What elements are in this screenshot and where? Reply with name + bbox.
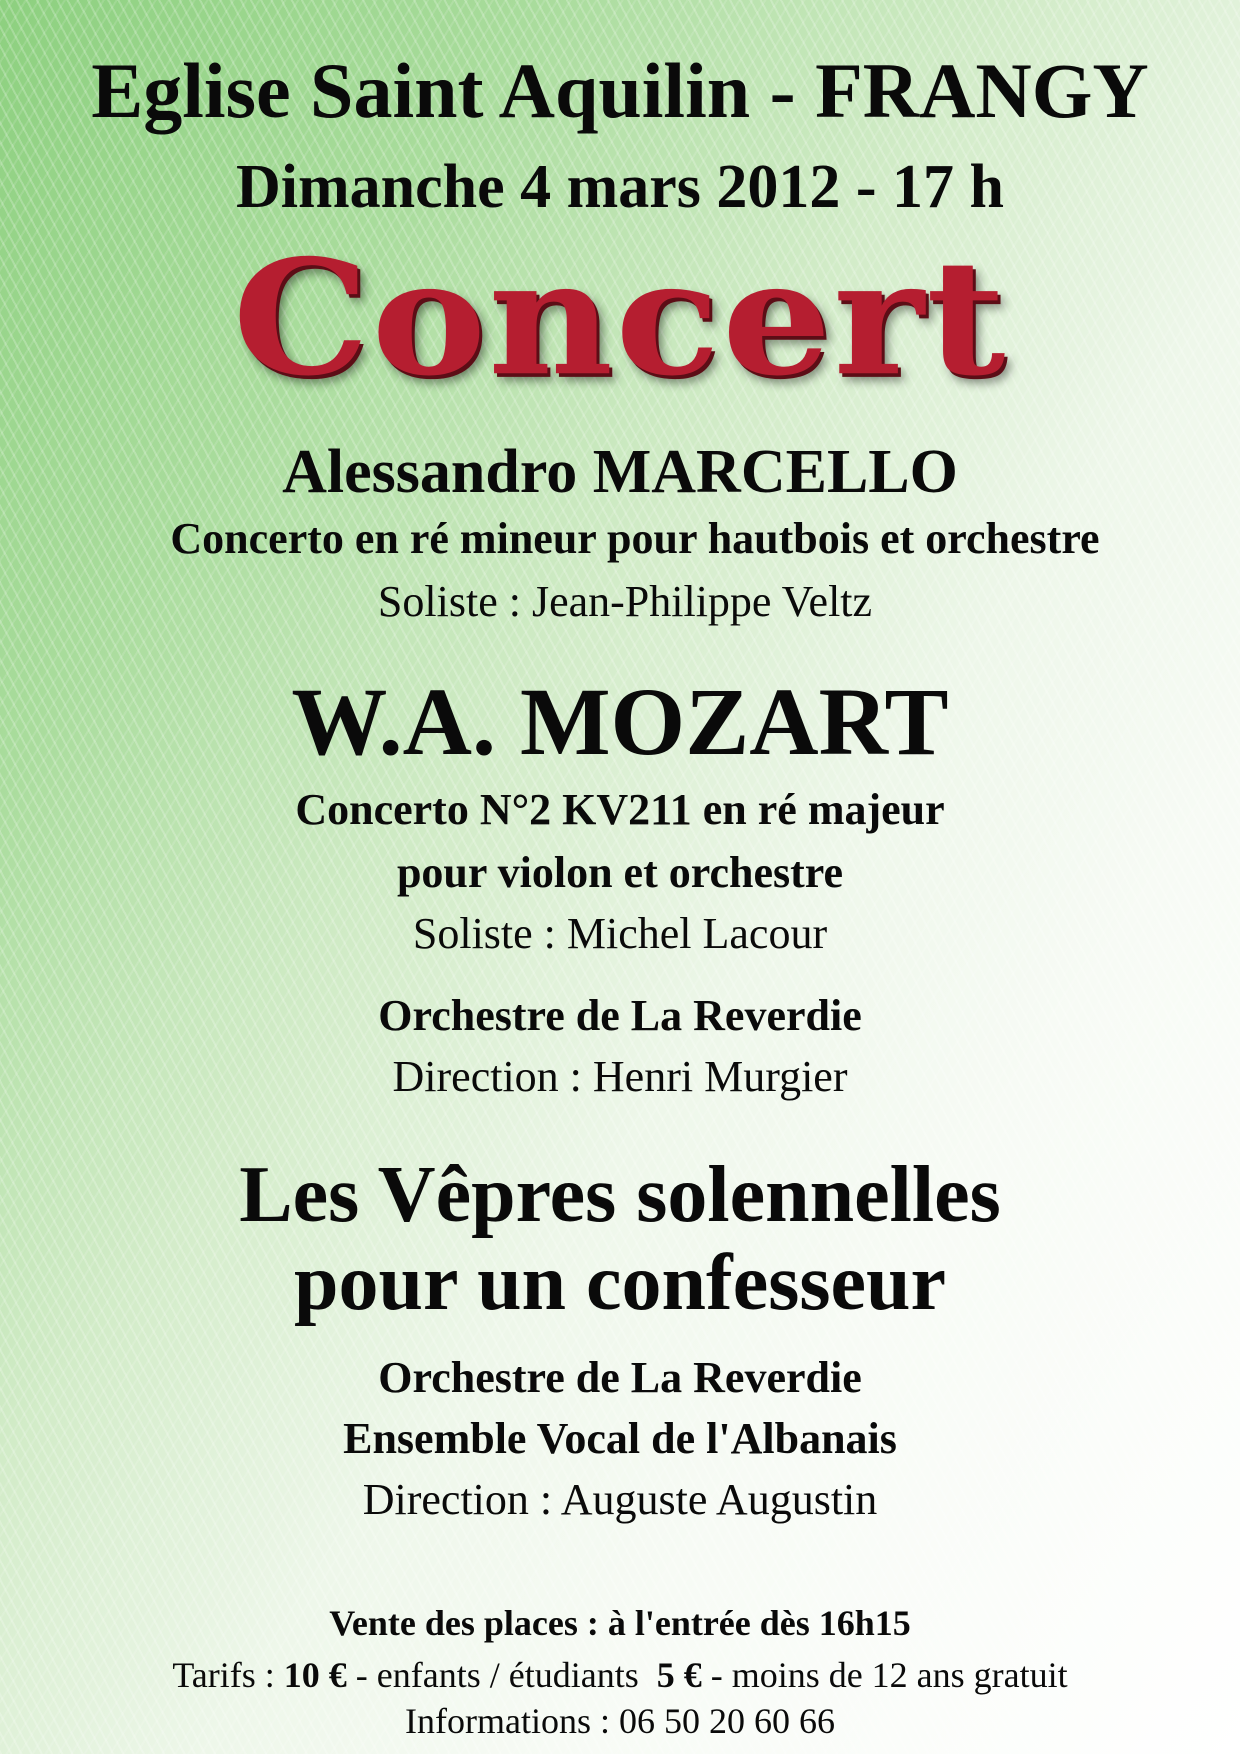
concert-title: Concert: [232, 224, 1008, 411]
tarifs-prefix: Tarifs :: [172, 1655, 284, 1695]
mozart-direction: Direction : Henri Murgier: [392, 1052, 848, 1101]
mozart-work-line2: pour violon et orchestre: [396, 848, 844, 897]
vespres-ensemble: Ensemble Vocal de l'Albanais: [343, 1414, 897, 1463]
mozart-work-line1: Concerto N°2 KV211 en ré majeur: [295, 785, 945, 834]
mozart-composer: W.A. MOZART: [291, 668, 949, 775]
reduced-price: 5 €: [656, 1655, 702, 1695]
venue-heading: Eglise Saint Aquilin - FRANGY: [91, 47, 1149, 134]
event-date: Dimanche 4 mars 2012 - 17 h: [235, 153, 1005, 221]
mozart-soloist: Soliste : Michel Lacour: [412, 909, 828, 958]
ticket-prices: [0, 1657, 1240, 1693]
vespres-orchestra: Orchestre de La Reverdie: [378, 1353, 862, 1402]
mozart-orchestra: Orchestre de La Reverdie: [378, 991, 862, 1040]
marcello-work: Concerto en ré mineur pour hautbois et orchestre: [170, 514, 1100, 563]
vespres-title-line2: pour un confesseur: [294, 1239, 946, 1327]
full-price: 10 €: [283, 1655, 347, 1695]
tarifs-mid: - enfants / étudiants: [346, 1655, 657, 1695]
marcello-soloist: Soliste : Jean-Philippe Veltz: [377, 577, 873, 626]
ticket-sales-info: Vente des places : à l'entrée dès 16h15: [329, 1603, 911, 1643]
marcello-composer: Alessandro MARCELLO: [282, 438, 958, 506]
vespres-title-line1: Les Vêpres solennelles: [239, 1151, 1001, 1239]
tarifs-suffix: - moins de 12 ans gratuit: [701, 1655, 1068, 1695]
contact-phone: Informations : 06 50 20 60 66: [405, 1701, 835, 1741]
vespres-direction: Direction : Auguste Augustin: [362, 1475, 878, 1524]
